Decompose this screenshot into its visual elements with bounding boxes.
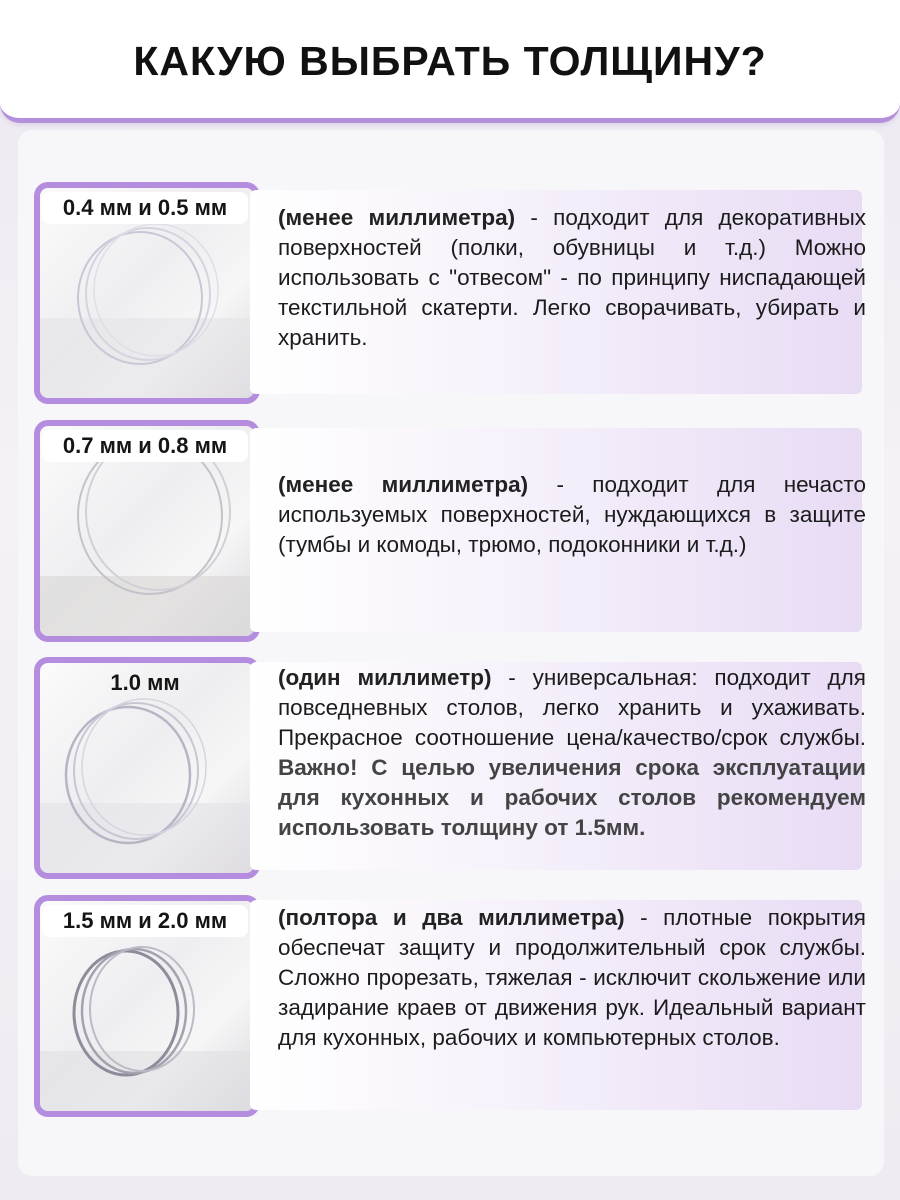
page-title: КАКУЮ ВЫБРАТЬ ТОЛЩИНУ? <box>133 37 767 84</box>
description-text-2: - подходит для нечасто используемых поверхностей, нуждающихся в защите (тумбы и комоды, трюмо, подоконники и т.д.) <box>278 472 866 557</box>
description-text-3: - универсальная: подходит для повседневных столов, легко хранить и ухаживать. Прекрасное соотношение цена/качество/срок службы. <box>278 665 866 750</box>
thickness-heading-3: (один миллиметр) <box>278 665 492 690</box>
thickness-heading-4: (полтора и два миллиметра) <box>278 905 625 930</box>
thickness-heading-2: (менее миллиметра) <box>278 472 529 497</box>
header-banner <box>0 0 900 123</box>
description-4 <box>278 903 866 1053</box>
description-1 <box>278 203 866 353</box>
description-text-4: - плотные покрытия обеспечат защиту и продолжительный срок службы. Сложно прорезать, тяжелая - исключит скольжение или задирание краев от движения рук. Идеальный вариант для кухонных, рабочих и компьютерных столов. <box>278 905 866 1050</box>
thickness-photo-card-4 <box>34 895 260 1117</box>
thickness-label-1: 0.4 мм и 0.5 мм <box>42 192 248 224</box>
description-3 <box>278 663 866 843</box>
thickness-label-4: 1.5 мм и 2.0 мм <box>42 905 248 937</box>
description-2 <box>278 470 866 560</box>
thickness-photo-card-3 <box>34 657 260 879</box>
thickness-heading-1: (менее миллиметра) <box>278 205 516 230</box>
description-text-1: - подходит для декоративных поверхностей (полки, обувницы и т.д.) Можно использовать с "отвесом" - по принципу ниспадающей текстильной скатерти. Легко сворачивать, убирать и хранить. <box>278 205 867 350</box>
thickness-label-3: 1.0 мм <box>110 670 180 695</box>
thickness-photo-card-2 <box>34 420 260 642</box>
thickness-photo-card-1 <box>34 182 260 404</box>
thickness-label-2: 0.7 мм и 0.8 мм <box>42 430 248 462</box>
important-note-3: Важно! С целью увеличения срока эксплуатации для кухонных и рабочих столов рекомендуем использовать толщину от 1.5мм. <box>278 755 866 840</box>
